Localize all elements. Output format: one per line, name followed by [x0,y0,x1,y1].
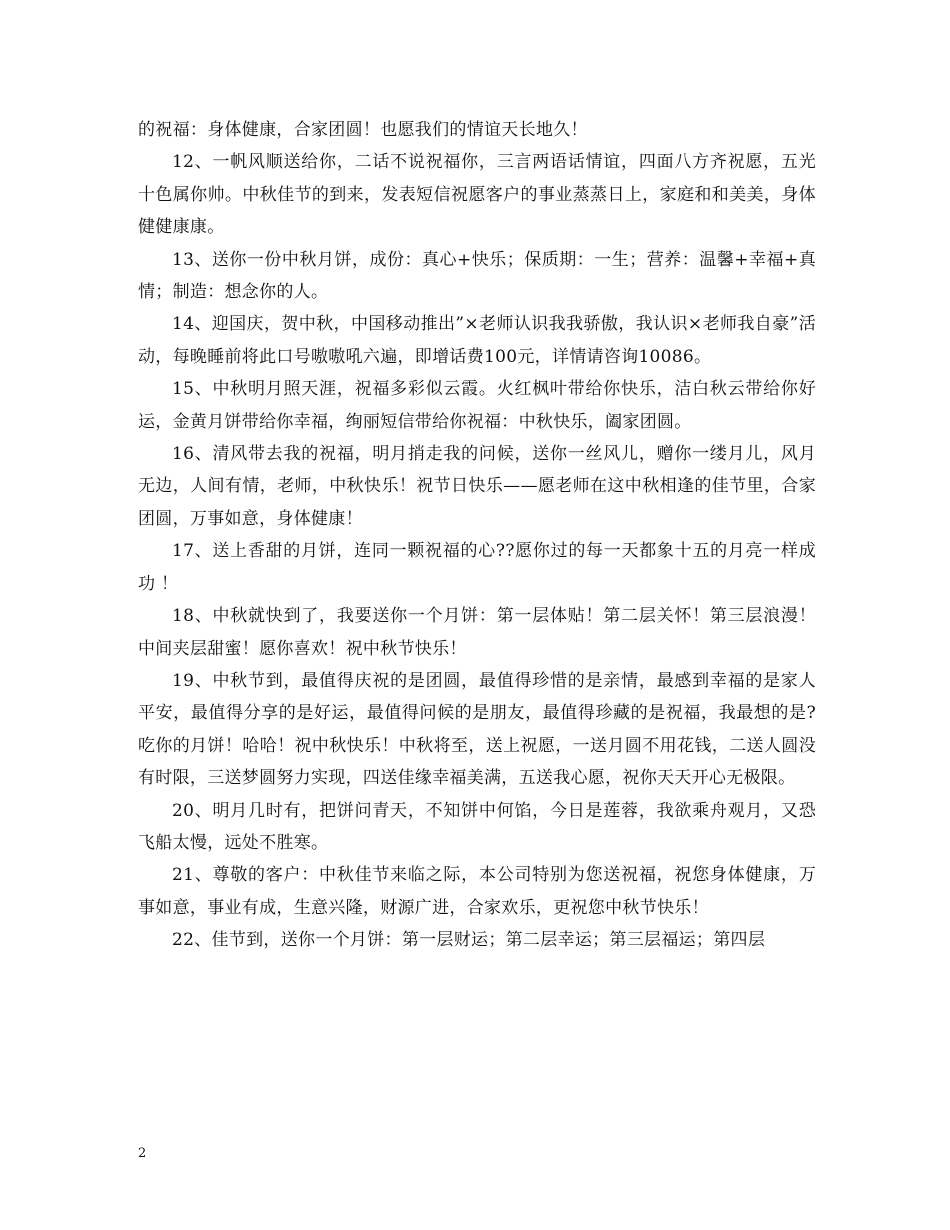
paragraph-13: 13、送你一份中秋月饼，成份：真心+快乐；保质期：一生；营养：温馨+幸福+真情；制造：想念你的人。 [138,249,816,303]
paragraph-continued: 的祝福：身体健康，合家团圆！也愿我们的情谊天长地久！ [138,120,588,140]
paragraph-15: 15、中秋明月照天涯，祝福多彩似云霞。火红枫叶带给你快乐，洁白秋云带给你好运，金黄月饼带给你幸福，绚丽短信带给你祝福：中秋快乐，阖家团圆。 [138,379,816,432]
paragraph-20: 20、明月几时有，把饼问青天，不知饼中何馅，今日是莲蓉，我欲乘舟观月，又恐飞船太慢，远处不胜寒。 [138,800,816,853]
paragraph-12: 12、一帆风顺送给你，二话不说祝福你，三言两语话情谊，四面八方齐祝愿，五光十色属你帅。中秋佳节的到来，发表短信祝愿客户的事业蒸蒸日上，家庭和和美美，身体健健康康。 [138,152,816,238]
paragraph-16: 16、清风带去我的祝福，明月捎走我的问候，送你一丝风儿，赠你一缕月儿，风月无边，人间有情，老师，中秋快乐！祝节日快乐——愿老师在这中秋相逢的佳节里，合家团圆，万事如意，身体健康！ [138,444,816,529]
paragraph-17: 17、送上香甜的月饼，连同一颗祝福的心??愿你过的每一天都象十五的月亮一样成功 ！ [138,541,816,594]
paragraph-22: 22、佳节到，送你一个月饼：第一层财运；第二层幸运；第三层福运；第四层 [172,930,766,951]
paragraph-14: 14、迎国庆，贺中秋，中国移动推出”×老师认识我我骄傲，我认识×老师我自豪”活动，每晚睡前将此口号嗷嗷吼六遍，即增话费100元，详情请咨询10086。 [138,314,816,367]
paragraph-18: 18、中秋就快到了，我要送你一个月饼：第一层体贴！第二层关怀！第三层浪漫！中间夹层甜蜜！愿你喜欢！祝中秋节快乐！ [138,606,816,659]
paragraph-21: 21、尊敬的客户：中秋佳节来临之际，本公司特别为您送祝福，祝您身体健康，万事如意，事业有成，生意兴隆，财源广进，合家欢乐，更祝您中秋节快乐！ [138,865,816,918]
paragraph-19: 19、中秋节到，最值得庆祝的是团圆，最值得珍惜的是亲情，最感到幸福的是家人平安，最值得分享的是好运，最值得问候的是朋友，最值得珍藏的是祝福，我最想的是?吃你的月饼！哈哈！祝中秋快乐！中秋将至，送上祝愿，一送月圆不用花钱，二送人圆没有时限，三送梦圆努力实现，四送佳缘幸福美满，五送我心愿，祝你天天开心无极限。 [138,670,816,789]
page-number: 2 [138,1146,147,1161]
document-body [138,114,816,957]
